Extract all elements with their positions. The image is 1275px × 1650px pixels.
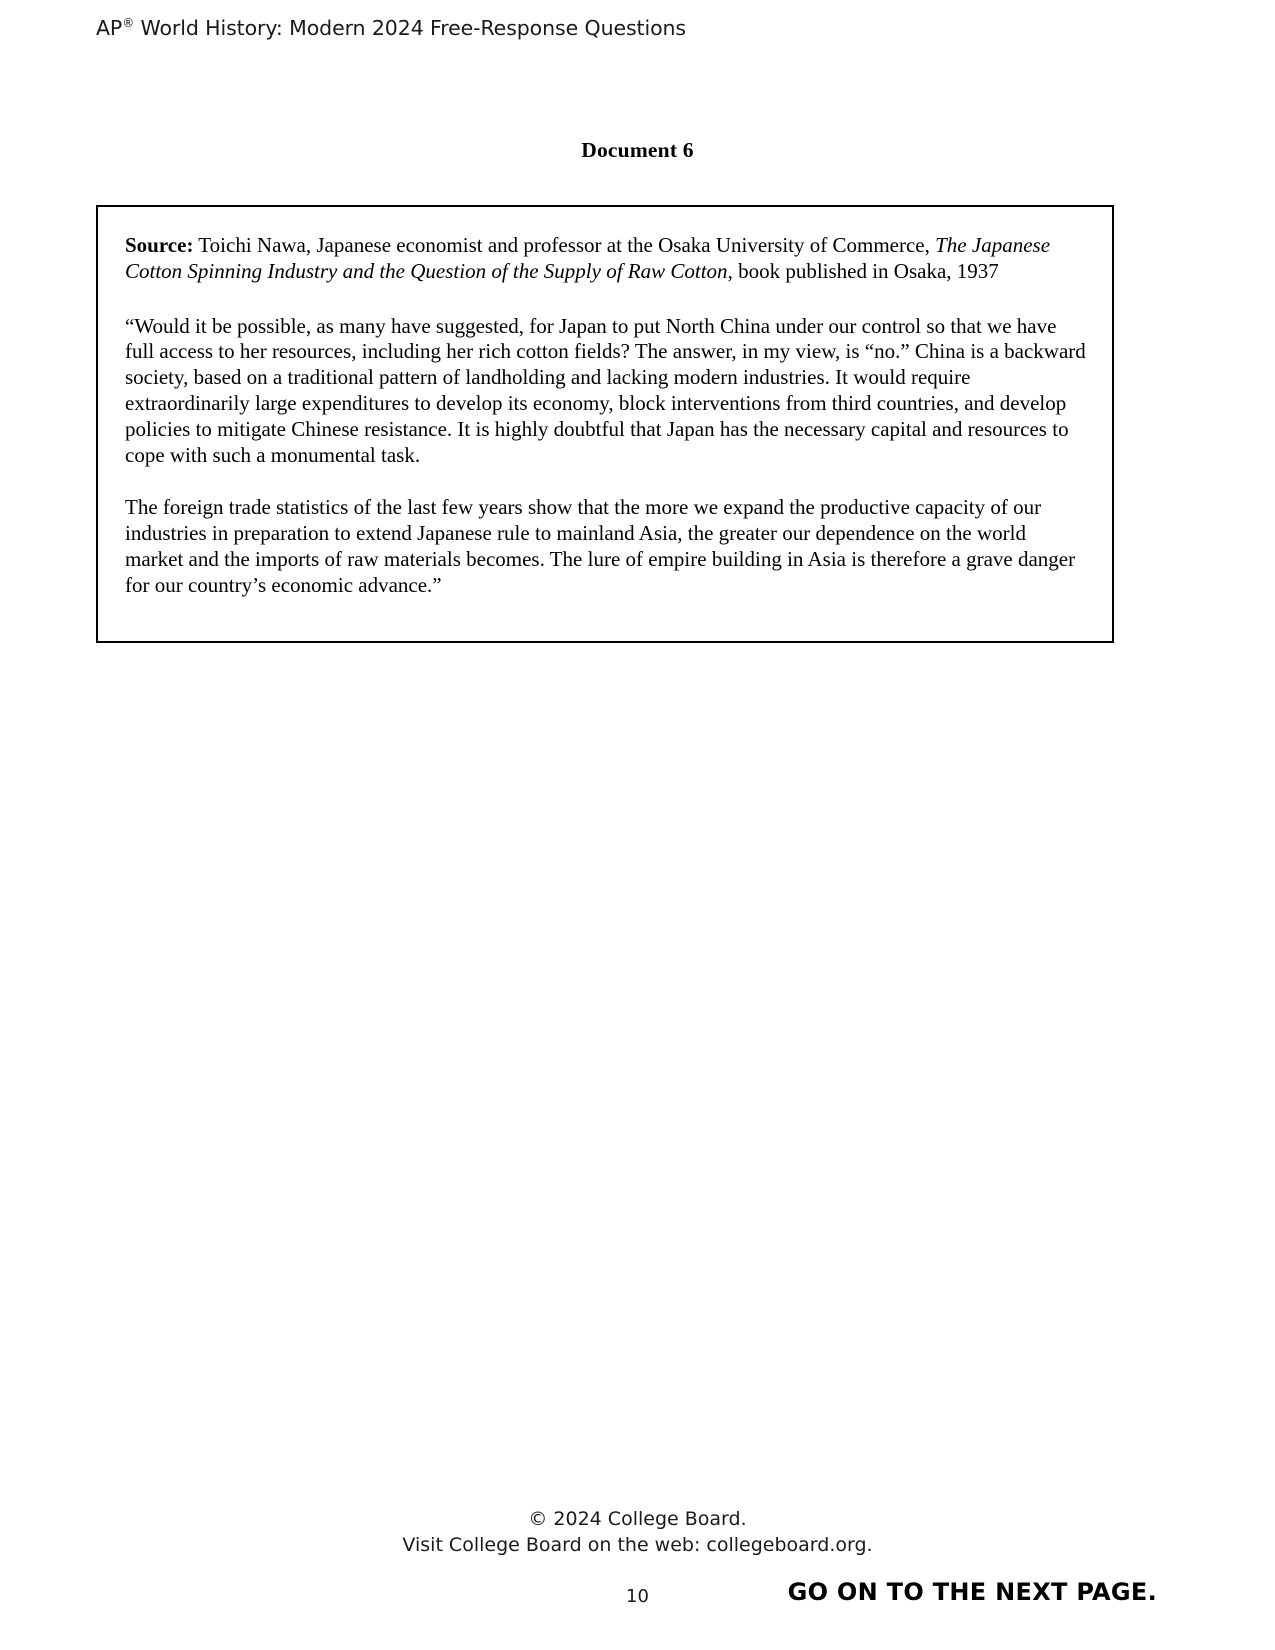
page-header (96, 16, 686, 40)
footer-copyright-block (0, 1506, 1275, 1558)
exam-header-title: World History: Modern 2024 Free-Response Questions (134, 16, 686, 40)
source-citation-text-after: , book published in Osaka, 1937 (727, 258, 999, 283)
source-document-box (96, 205, 1114, 643)
page-number: 10 (626, 1586, 649, 1607)
exam-program-label: AP (96, 16, 123, 40)
quote-paragraph-1: “Would it be possible, as many have suggested, for Japan to put North China under our control so that we have full access to her resources, including her rich cotton fields? The answer, in my view, is “no.” China is a backward society, based on a traditional pattern of landholding and lacking modern industries. It would require extraordinarily large expenditures to develop its economy, block interventions from third countries, and develop policies to mitigate Chinese resistance. It is highly doubtful that Japan has the necessary capital and resources to cope with such a monumental task. (125, 313, 1086, 467)
registered-trademark-icon: ® (122, 16, 135, 31)
go-on-to-next-page-notice: GO ON TO THE NEXT PAGE. (787, 1578, 1157, 1606)
document-title: Document 6 (581, 138, 694, 162)
source-citation-text-before: Toichi Nawa, Japanese economist and professor at the Osaka University of Commerce, (193, 233, 936, 257)
source-citation (125, 233, 1086, 285)
source-label: Source: (125, 233, 194, 257)
copyright-line: © 2024 College Board. (528, 1508, 747, 1530)
source-box-content (98, 207, 1112, 625)
collegeboard-web-line: Visit College Board on the web: collegeboard.org. (402, 1534, 873, 1556)
source-title-italic: The Japanese Cotton Spinning Industry and the Question of the Supply of Raw Cotton (125, 233, 1051, 283)
quote-paragraph-2: The foreign trade statistics of the last few years show that the more we expand the productive capacity of our industries in preparation to extend Japanese rule to mainland Asia, the greater our dependence on the world market and the imports of raw materials becomes. The lure of empire building in Asia is therefore a grave danger for our country’s economic advance.” (125, 495, 1076, 597)
